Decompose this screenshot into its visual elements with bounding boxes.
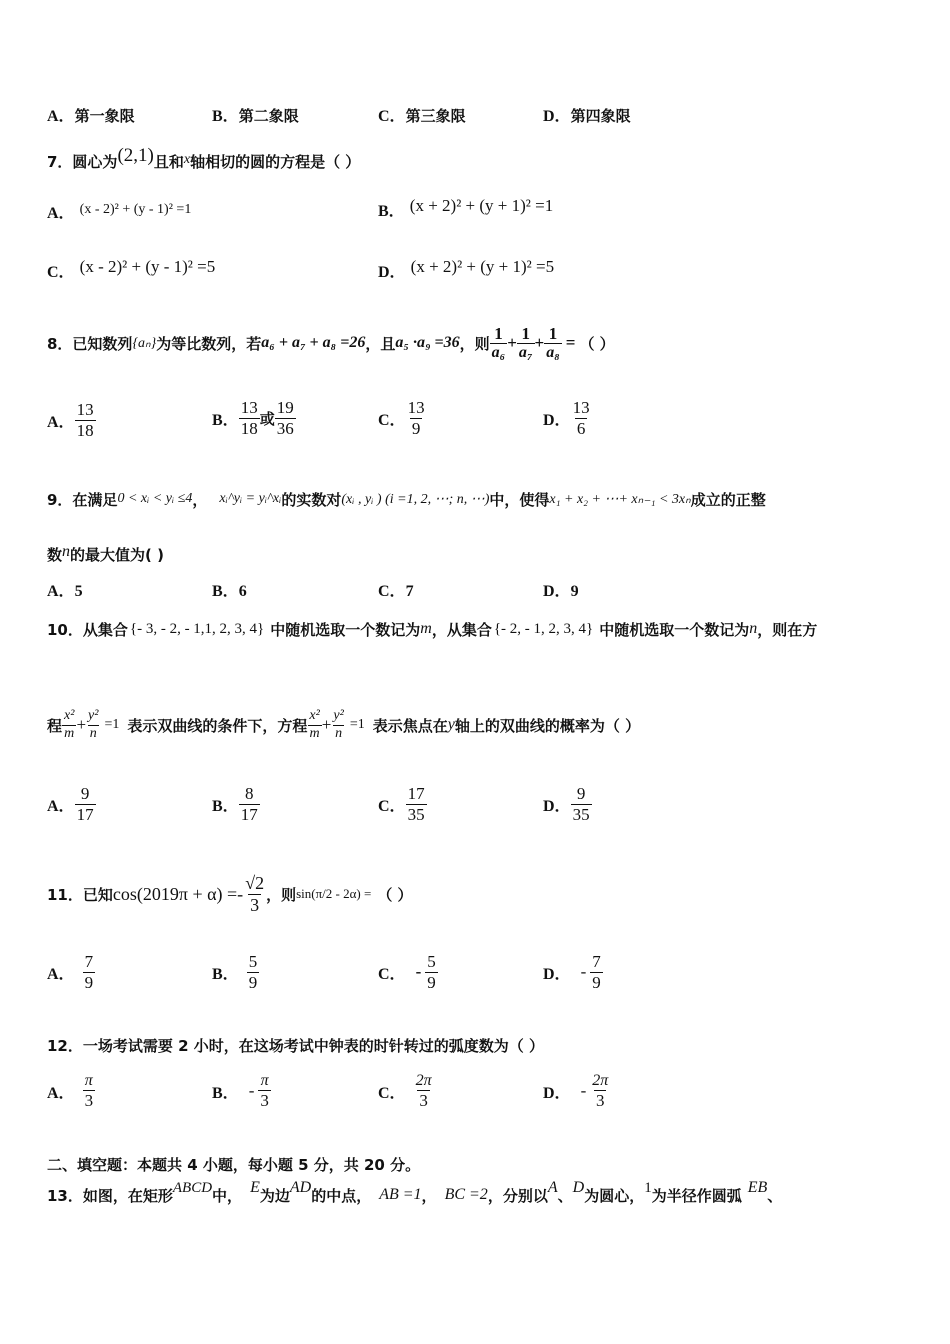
q13-point-d: D (572, 1179, 585, 1196)
q10-option-d (543, 784, 592, 824)
fraction-denominator: 35 (572, 804, 590, 824)
option-fraction (239, 784, 260, 824)
option-label: B． (212, 108, 239, 125)
option-label: A． (47, 205, 75, 222)
q10-stem-part: 表示焦点在 (372, 716, 448, 735)
q10-variable-y: y (447, 716, 455, 733)
q13-stem-part: 、 (767, 1186, 783, 1205)
q10-option-a (47, 784, 96, 824)
q11-option-a (47, 952, 95, 992)
q11-sin-expression: sin(π/2 - 2α) = (296, 886, 372, 901)
q13-stem-part: 为边 (259, 1186, 290, 1205)
fraction-denominator: a₆ (491, 344, 506, 362)
option-label: C． (47, 264, 75, 281)
fraction-denominator: 9 (84, 972, 94, 992)
fraction-numerator: 5 (248, 952, 258, 971)
option-fraction (571, 784, 592, 824)
option-label: C． (378, 1084, 406, 1102)
q9-stem-part: 数 (47, 546, 63, 564)
q11-option-d (543, 952, 603, 992)
option-label: A． (47, 1084, 75, 1102)
q13-stem-part: 中， (212, 1186, 243, 1205)
option-text: 第四象限 (570, 107, 631, 125)
fraction-numerator: π (260, 1072, 269, 1089)
q10-stem-part: ，从集合 (431, 620, 492, 639)
q10-equation-rhs: =1 (349, 717, 365, 732)
option-expression: (x - 2)² + (y - 1)² =1 (79, 202, 192, 217)
q9-condition-range: 0 < xᵢ < yᵢ ≤4 (117, 491, 193, 506)
q11-cos-expression: cos(2019π + α) =- (112, 883, 244, 904)
fraction-denominator: 17 (240, 804, 258, 824)
fraction-denominator: a₈ (546, 344, 560, 362)
fraction-denominator: n (335, 725, 343, 741)
option-label: D． (378, 264, 406, 281)
fraction-denominator: 3 (260, 1091, 269, 1111)
fraction-denominator: 35 (407, 804, 425, 824)
option-value: 5 (74, 583, 83, 600)
option-label: D． (543, 965, 571, 983)
fraction-numerator: 1 (521, 323, 530, 343)
fraction-denominator: 9 (427, 972, 436, 992)
q13-point-a: A (547, 1179, 558, 1196)
q8-stem-part: （ ） (579, 334, 615, 353)
option-fraction (83, 1072, 96, 1111)
q8-condition-sum: a₆ + a₇ + a₈ =26 (261, 334, 366, 351)
q10-stem-line2: 程 $\frac{\text{x²}}{m}$ + $\frac{\text{y²}}{n}$ =1 表示双曲线的条件下，方程 $\frac{\text{x²}}{m}$ + $\frac{\text{y²}}{n}$ =1 表示焦点在 y 轴上的双曲线的概率为（ ） (47, 708, 641, 741)
q13-stem-part: 为半径作圆弧 (651, 1186, 742, 1205)
q13-length-bc: BC =2 (444, 1186, 488, 1203)
option-text: 第三象限 (405, 107, 466, 125)
fraction-numerator: 9 (80, 784, 90, 803)
q13-stem-part: 为圆心， (584, 1186, 645, 1205)
option-fraction (239, 398, 260, 438)
fraction-numerator: 7 (84, 952, 94, 971)
q10-variable-m: m (420, 620, 432, 637)
option-label: D． (543, 1084, 571, 1102)
q11-option-b (212, 952, 259, 992)
option-label: B． (378, 203, 405, 220)
q10-stem-part: 程 (47, 716, 63, 735)
option-label: C． (378, 108, 406, 125)
fraction-denominator: 9 (248, 972, 258, 992)
q13-stem-part: ， (421, 1186, 437, 1205)
q10-stem-part: 中随机选取一个数记为 (599, 620, 750, 639)
q7-stem-part: 轴相切的圆的方程是（ ） (190, 153, 361, 171)
q8-sequence: {aₙ} (132, 335, 157, 351)
q7-option-c (47, 257, 215, 282)
q13-stem-part: 的中点， (311, 1186, 372, 1205)
q11-stem (47, 866, 413, 922)
q8-option-a (47, 400, 96, 440)
q10-option-b (212, 784, 260, 824)
option-label: A． (47, 108, 75, 125)
option-expression: (x + 2)² + (y + 1)² =5 (410, 257, 555, 276)
q10-stem-part: ，则在方 (757, 620, 818, 639)
option-text: 第一象限 (74, 107, 135, 125)
fraction-numerator: √2 (245, 872, 265, 893)
fraction-denominator: 3 (419, 1091, 428, 1111)
fraction-numerator: 13 (240, 398, 258, 417)
fraction-denominator: m (309, 725, 320, 741)
option-label: C． (378, 583, 406, 600)
fraction-numerator: 8 (244, 784, 254, 803)
q11-stem-part: 11．已知 (47, 885, 113, 904)
option-text: 第二象限 (238, 107, 299, 125)
option-sign: - (580, 962, 587, 982)
q8-stem-part: ，且 (365, 334, 396, 353)
fraction-numerator: 17 (407, 784, 425, 803)
option-fraction (571, 398, 592, 438)
q12-option-c (378, 1072, 434, 1111)
option-label: A． (47, 965, 75, 983)
q12-option-b (212, 1072, 271, 1111)
option-fraction (406, 784, 427, 824)
option-fraction (258, 1072, 271, 1111)
q12-option-a (47, 1072, 95, 1111)
option-label: C． (378, 965, 406, 983)
fraction-numerator: 2π (592, 1072, 609, 1089)
option-fraction (425, 952, 438, 992)
option-expression: (x + 2)² + (y + 1)² =1 (409, 196, 554, 215)
fraction-numerator: 13 (76, 400, 94, 419)
fraction-numerator: 7 (592, 952, 601, 971)
option-label: A． (47, 583, 75, 600)
option-label: B． (212, 965, 239, 983)
q11-fraction (243, 873, 266, 915)
q8-stem-part: 为等比数列，若 (156, 334, 262, 353)
q9-stem-part: 9．在满足 (47, 490, 118, 509)
fraction-numerator: x² (64, 708, 75, 724)
fraction-denominator: 36 (276, 418, 294, 438)
q6-option-d (543, 103, 631, 126)
q9-stem-line1 (47, 482, 766, 516)
fraction-numerator: 1 (548, 323, 558, 343)
q12-option-d (543, 1072, 610, 1111)
fraction (517, 324, 535, 363)
q9-option-c (378, 578, 414, 601)
q10-equation-rhs: =1 (104, 717, 120, 732)
q10-stem-part: 中随机选取一个数记为 (270, 620, 421, 639)
fraction-numerator: y² (333, 708, 344, 724)
option-label: B． (212, 797, 239, 815)
q13-stem-part: ，分别以 (487, 1186, 548, 1205)
option-fraction (414, 1072, 434, 1111)
option-fraction (75, 400, 96, 440)
option-value: 7 (405, 583, 414, 600)
option-label: D． (543, 411, 571, 429)
fraction-denominator: 18 (240, 418, 258, 438)
q9-variable-n: n (62, 543, 71, 560)
q10-equation-term (86, 708, 100, 741)
q7-option-d (378, 257, 554, 282)
q10-option-c (378, 784, 427, 824)
option-fraction (83, 952, 96, 992)
option-label: B． (212, 583, 239, 600)
option-label: A． (47, 413, 75, 431)
q7-option-b (378, 196, 553, 221)
q8-stem: 8．已知数列 {aₙ} 为等比数列，若 a₆ + a₇ + a₈ =26 ，且 a₅ ·a₉ =36 ，则 $\frac{1}{\text{a₆}}$ + $\frac{1}{\text{a₇}}$ + $\frac{1}{\text{a₈}}$ = （ ） (47, 323, 615, 362)
q6-option-b (212, 103, 299, 126)
q13-side-ad: AD (289, 1179, 312, 1196)
option-value: 9 (570, 583, 579, 600)
fraction-numerator: x² (309, 708, 320, 724)
q7-option-a (47, 200, 191, 223)
q10-set-1: {- 3, - 2, - 1,1, 2, 3, 4} (129, 620, 265, 637)
q9-stem-part: 成立的正整 (690, 490, 766, 509)
q9-stem-part: 的最大值为( ) (70, 546, 164, 564)
q9-condition-equation: xᵢ^yᵢ = yᵢ^xᵢ (219, 491, 282, 506)
fraction-denominator: 17 (76, 804, 94, 824)
q9-option-b (212, 578, 247, 601)
option-label: C． (378, 797, 406, 815)
q13-stem (47, 1178, 782, 1212)
q8-stem-part: ，则 (459, 334, 490, 353)
fraction-numerator: 5 (427, 952, 436, 971)
fraction-numerator: 13 (572, 398, 590, 417)
q8-stem-part: 8．已知数列 (47, 334, 133, 353)
q13-arc-eb: EB (747, 1179, 768, 1196)
fraction-denominator: a₇ (518, 344, 533, 362)
q6-option-a (47, 103, 135, 126)
option-fraction (406, 398, 427, 438)
fraction-denominator: n (89, 725, 97, 741)
q13-rectangle: ABCD (172, 1179, 213, 1196)
q9-condition-sum: x₁ + x₂ + ⋯+ xₙ₋₁ < 3xₙ (549, 491, 691, 507)
fraction-numerator: 13 (407, 398, 425, 417)
q13-radius: 1 (644, 1179, 652, 1196)
fraction-denominator: m (64, 725, 75, 741)
q11-stem-part: （ ） (377, 885, 413, 904)
q10-equation-term (62, 708, 76, 741)
fraction (490, 324, 508, 363)
fraction-denominator: 3 (250, 894, 260, 915)
q10-stem-line1 (47, 612, 817, 646)
fraction-numerator: 19 (276, 398, 294, 417)
fraction-denominator: 3 (84, 1091, 94, 1111)
q10-stem-part: 表示双曲线的条件下，方程 (127, 716, 308, 735)
q7-axis: x (183, 152, 191, 167)
fraction-denominator: 9 (592, 972, 601, 992)
q6-option-c (378, 103, 466, 126)
q7-stem-part: 且和 (153, 153, 184, 171)
fraction-numerator: y² (88, 708, 99, 724)
q9-stem-part: 中，使得 (489, 490, 550, 509)
q13-point-e: E (250, 1179, 260, 1196)
q8-option-d (543, 398, 592, 438)
q13-length-ab: AB =1 (379, 1186, 422, 1203)
fraction-numerator: π (84, 1072, 93, 1089)
option-label: B． (212, 1084, 239, 1102)
fraction-denominator: 9 (411, 418, 421, 438)
q9-option-d (543, 578, 579, 601)
fraction-numerator: 1 (494, 323, 503, 343)
fraction-numerator: 2π (415, 1072, 432, 1089)
q8-option-c (378, 398, 427, 438)
q10-stem-part: 10．从集合 (47, 620, 128, 639)
q10-equation-term (307, 708, 321, 741)
fraction (544, 324, 562, 363)
option-or: 或 (259, 409, 275, 428)
option-label: D． (543, 583, 571, 600)
q13-stem-part: 13．如图，在矩形 (47, 1186, 173, 1205)
fraction-denominator: 6 (576, 418, 586, 438)
fraction-denominator: 18 (76, 420, 94, 440)
q10-set-2: {- 2, - 1, 2, 3, 4} (493, 620, 594, 637)
q9-pair: (xᵢ , yᵢ ) (i =1, 2, ⋯; n, ⋯) (341, 491, 490, 507)
option-label: A． (47, 797, 75, 815)
option-sign: - (415, 962, 422, 982)
fraction-denominator: 3 (595, 1091, 605, 1111)
option-fraction (590, 952, 603, 992)
q8-option-b (212, 398, 296, 438)
option-expression: (x - 2)² + (y - 1)² =5 (79, 257, 216, 276)
option-label: D． (543, 108, 571, 125)
section-heading: 二、填空题：本题共 4 小题，每小题 5 分，共 20 分。 (47, 1156, 421, 1174)
option-fraction (275, 398, 296, 438)
q12-stem: 12．一场考试需要 2 小时，在这场考试中钟表的时针转过的弧度数为（ ） (47, 1037, 544, 1055)
option-fraction (590, 1072, 610, 1111)
option-value: 6 (238, 583, 247, 600)
fraction-numerator: 9 (576, 784, 586, 803)
q13-stem-part: 、 (557, 1186, 573, 1205)
option-label: C． (378, 411, 406, 429)
q10-equation-term (331, 708, 345, 741)
option-fraction (247, 952, 260, 992)
q11-option-c (378, 952, 438, 992)
q10-stem-part: 轴上的双曲线的概率为（ ） (454, 716, 641, 735)
q7-center-point: (2,1) (117, 145, 154, 166)
q9-stem-part: ， (192, 490, 208, 509)
option-sign: - (248, 1081, 255, 1101)
q7-stem (47, 145, 360, 172)
option-sign: - (580, 1081, 587, 1101)
q8-condition-product: a₅ ·a₉ =36 (395, 334, 460, 351)
q10-variable-n: n (749, 620, 758, 637)
q7-stem-part: 7．圆心为 (47, 153, 118, 171)
option-label: D． (543, 797, 571, 815)
q9-stem-part: 的实数对 (281, 490, 342, 509)
q9-option-a (47, 578, 83, 601)
q9-stem-line2 (47, 543, 164, 565)
option-fraction (75, 784, 96, 824)
q11-stem-part: ，则 (266, 885, 297, 904)
option-label: B． (212, 411, 239, 429)
